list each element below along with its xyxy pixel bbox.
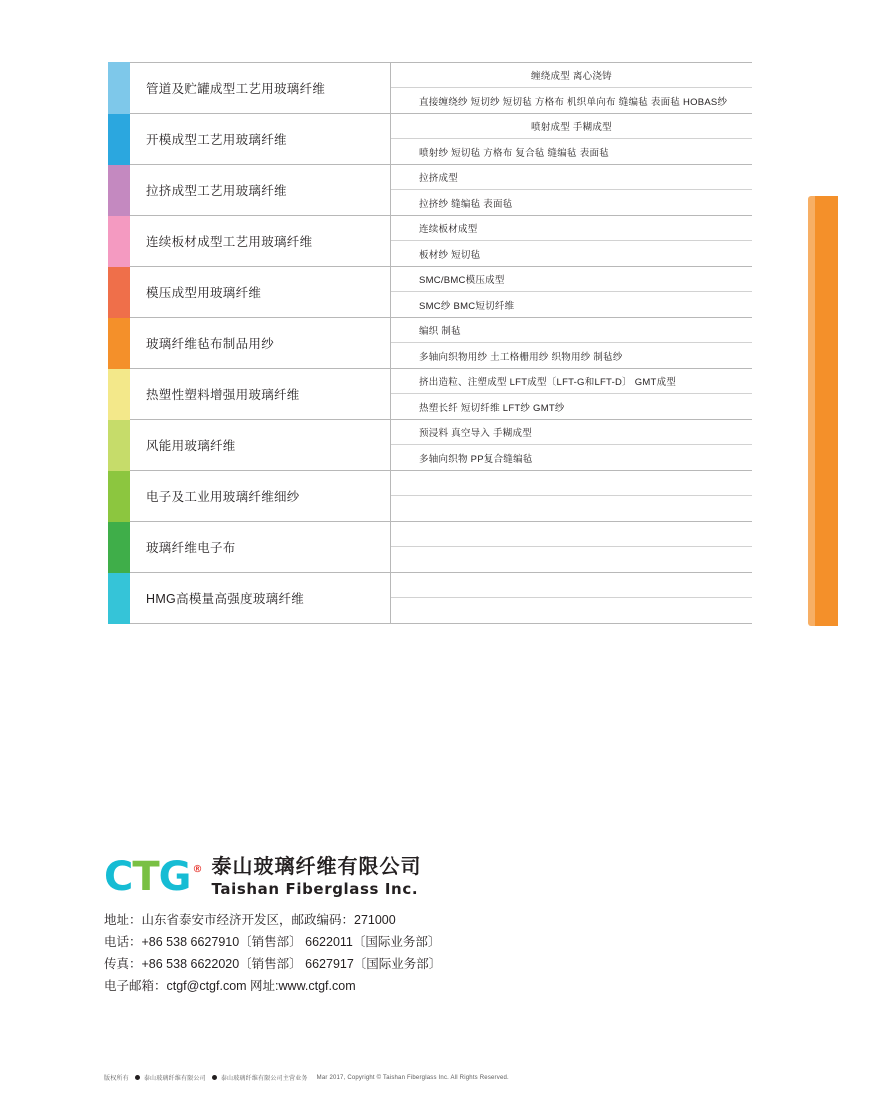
copyright-prefix: 版权所有 — [104, 1076, 129, 1082]
row-color-swatch — [108, 522, 130, 573]
table-row — [108, 420, 752, 471]
row-color-swatch — [108, 369, 130, 420]
right-edge-tab — [808, 196, 838, 626]
bullet-icon — [212, 1075, 217, 1080]
category-cell: 管道及贮罐成型工艺用玻璃纤维 — [130, 62, 390, 114]
contact-address: 地址：山东省泰安市经济开发区，邮政编码：271000 — [104, 913, 396, 927]
category-cell: HMG高模量高强度玻璃纤维 — [130, 573, 390, 624]
products-cell — [390, 369, 752, 420]
process-line — [391, 471, 752, 496]
process-line: SMC/BMC模压成型 — [391, 267, 752, 292]
product-line: 拉挤纱 缝编毡 表面毡 — [419, 198, 513, 210]
process-line: 预浸料 真空导入 手糊成型 — [391, 420, 752, 445]
products-cell — [390, 471, 752, 522]
logo-letter-t: T — [132, 853, 159, 900]
products-cell — [390, 165, 752, 216]
row-color-swatch — [108, 471, 130, 522]
process-line: 连续板材成型 — [391, 216, 752, 241]
category-cell: 开模成型工艺用玻璃纤维 — [130, 114, 390, 165]
category-cell: 连续板材成型工艺用玻璃纤维 — [130, 216, 390, 267]
company-logo-block — [104, 855, 422, 899]
table-row — [108, 267, 752, 318]
company-names — [212, 855, 422, 899]
process-line: 缠绕成型 离心浇铸 — [391, 63, 752, 88]
product-line: SMC纱 BMC短切纤维 — [419, 300, 515, 312]
logo-letter-g: G — [158, 853, 191, 900]
process-line — [391, 522, 752, 547]
products-cell — [390, 420, 752, 471]
category-cell: 电子及工业用玻璃纤维细纱 — [130, 471, 390, 522]
product-line: 多轴向织物 PP复合缝编毡 — [419, 453, 533, 465]
category-cell: 玻璃纤维毡布制品用纱 — [130, 318, 390, 369]
process-line: 挤出造粒、注塑成型 LFT成型〔LFT-G和LFT-D〕 GMT成型 — [391, 369, 752, 394]
company-name-en: Taishan Fiberglass Inc. — [211, 880, 419, 898]
products-cell — [390, 216, 752, 267]
table-row — [108, 471, 752, 522]
table-row — [108, 522, 752, 573]
table-row — [108, 318, 752, 369]
process-line: 拉挤成型 — [391, 165, 752, 190]
product-line: 直接缠绕纱 短切纱 短切毡 方格布 机织单向布 缝编毡 表面毡 HOBAS纱 — [419, 96, 728, 108]
logo-letter-c: C — [104, 853, 133, 900]
product-line — [391, 496, 752, 521]
contact-phone: 电话：+86 538 6627910〔销售部〕 6622011〔国际业务部〕 — [104, 934, 441, 949]
product-line: 多轴向织物用纱 土工格栅用纱 织物用纱 制毡纱 — [419, 351, 623, 363]
ctg-logo-icon — [104, 853, 202, 900]
bullet-icon — [135, 1075, 140, 1080]
copyright-cn2: 泰山玻璃纤维有限公司主营业务 — [220, 1076, 308, 1082]
products-cell — [390, 267, 752, 318]
products-cell — [390, 522, 752, 573]
category-cell: 风能用玻璃纤维 — [130, 420, 390, 471]
row-color-swatch — [108, 114, 130, 165]
category-cell: 热塑性塑料增强用玻璃纤维 — [130, 369, 390, 420]
row-color-swatch — [108, 165, 130, 216]
row-color-swatch — [108, 216, 130, 267]
category-cell: 拉挤成型工艺用玻璃纤维 — [130, 165, 390, 216]
copyright-cn1: 泰山玻璃纤维有限公司 — [143, 1076, 206, 1082]
row-color-swatch — [108, 62, 130, 114]
row-color-swatch — [108, 318, 130, 369]
row-color-swatch — [108, 420, 130, 471]
products-cell — [390, 318, 752, 369]
contact-email: 电子邮箱：ctgf@ctgf.com 网址:www.ctgf.com — [104, 978, 356, 993]
table-row — [108, 216, 752, 267]
product-line: 板材纱 短切毡 — [419, 249, 481, 261]
product-line — [391, 547, 752, 572]
process-line: 编织 制毡 — [391, 318, 752, 343]
table-row — [108, 573, 752, 624]
product-line: 热塑长纤 短切纤维 LFT纱 GMT纱 — [419, 402, 565, 414]
product-line — [391, 598, 752, 623]
process-line — [391, 573, 752, 598]
copyright-en: Mar 2017, Copyright © Taishan Fiberglass Inc. All Rights Reserved. — [316, 1074, 509, 1081]
products-cell — [390, 114, 752, 165]
products-cell — [390, 62, 752, 114]
contact-fax: 传真：+86 538 6622020〔销售部〕 6627917〔国际业务部〕 — [104, 956, 442, 971]
row-color-swatch — [108, 267, 130, 318]
company-name-cn: 泰山玻璃纤维有限公司 — [211, 856, 422, 878]
registered-trademark-icon: ® — [192, 863, 202, 875]
product-table — [108, 62, 752, 624]
table-row — [108, 62, 752, 114]
table-row — [108, 114, 752, 165]
copyright-line — [104, 1073, 509, 1082]
category-cell: 模压成型用玻璃纤维 — [130, 267, 390, 318]
product-line: 喷射纱 短切毡 方格布 复合毡 缝编毡 表面毡 — [419, 147, 609, 159]
process-line: 喷射成型 手糊成型 — [391, 114, 752, 139]
products-cell — [390, 573, 752, 624]
contact-block — [104, 910, 441, 998]
category-cell: 玻璃纤维电子布 — [130, 522, 390, 573]
table-row — [108, 165, 752, 216]
row-color-swatch — [108, 573, 130, 624]
table-row — [108, 369, 752, 420]
